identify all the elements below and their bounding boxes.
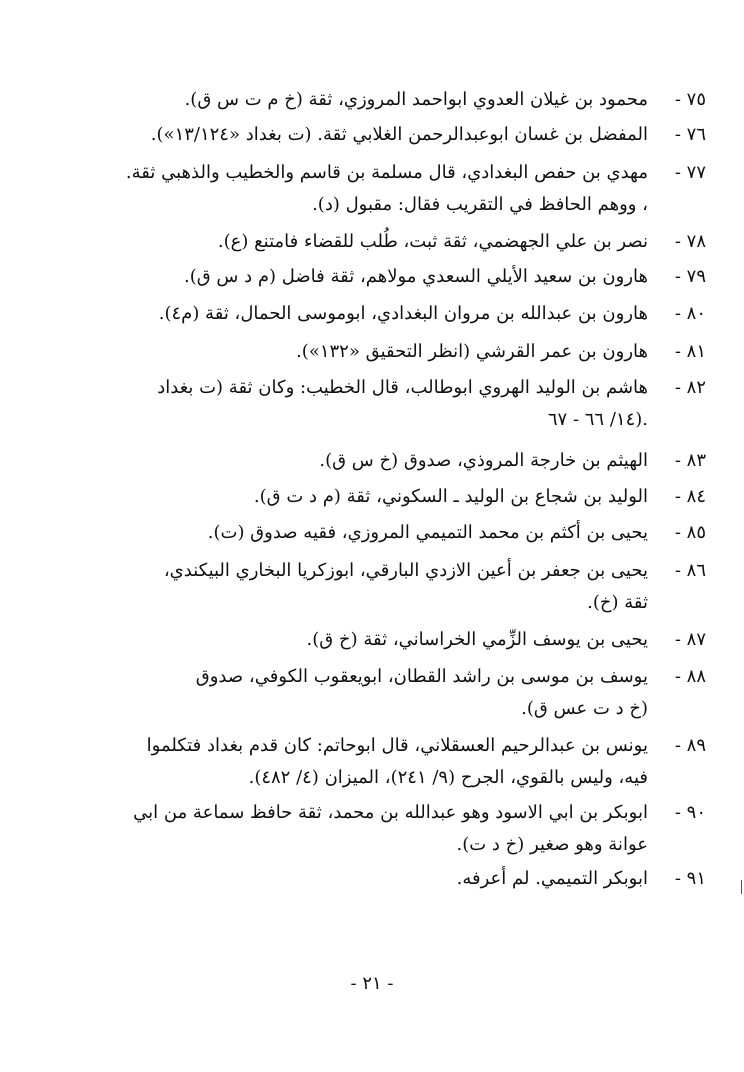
page-number: - ٢١ - [350, 973, 394, 994]
scan-edge-mark [741, 880, 742, 894]
entry-89 [100, 730, 706, 794]
entry-text-continuation: عوانة وهو صغير (خ د ت). [456, 834, 648, 855]
entry-text: نصر بن علي الجهضمي، ثقة ثبت، طُلب للقضاء فامتنع (ع). [217, 231, 648, 252]
entry-text: هارون بن سعيد الأيلي السعدي مولاهم، ثقة فاضل (م د س ق). [183, 266, 648, 287]
entry-text: هاشم بن الوليد الهروي ابوطالب، قال الخطيب: وكان ثقة (ت بغداد [157, 377, 648, 398]
entry-text-continuation: ، ووهم الحافظ في التقريب فقال: مقبول (د). [312, 194, 648, 215]
entry-85 [100, 517, 706, 549]
entry-78 [100, 226, 706, 258]
entry-number: ٨٦ - [674, 560, 706, 581]
entry-number: ٨٤ - [674, 486, 706, 507]
entry-80 [100, 298, 706, 330]
entry-88 [100, 661, 706, 725]
entry-number: ٧٦ - [674, 124, 706, 145]
entry-91 [100, 863, 706, 895]
entry-87 [100, 624, 706, 656]
entry-text: يحيى بن أكثم بن محمد التميمي المروزي، فقيه صدوق (ت). [207, 522, 648, 543]
entry-number: ٧٨ - [674, 231, 706, 252]
entry-text-continuation: فيه، وليس بالقوي، الجرح (٩/ ٢٤١)، الميزان (٤/ ٤٨٢). [248, 767, 648, 788]
entry-text-continuation: ١٤/ ٦٦ - ٦٧). [547, 409, 648, 430]
entry-text: الوليد بن شجاع بن الوليد ـ السكوني، ثقة (م د ت ق). [253, 486, 648, 507]
entry-90 [100, 797, 706, 861]
entry-number: ٨٨ - [674, 666, 706, 687]
entry-text: يوسف بن موسى بن راشد القطان، ابويعقوب الكوفي، صدوق [195, 666, 648, 687]
entry-text: يونس بن عبدالرحيم العسقلاني، قال ابوحاتم: كان قدم بغداد فتكلموا [146, 735, 648, 756]
entry-text: ابوبكر التميمي. لم أعرفه. [456, 868, 648, 889]
entry-text: يحيى بن يوسف الزِّمي الخراساني، ثقة (خ ق). [306, 629, 648, 650]
entry-75 [100, 84, 706, 116]
entry-text: الهيثم بن خارجة المروذي، صدوق (خ س ق). [319, 450, 648, 471]
entry-82 [100, 372, 706, 436]
entry-number: ٧٧ - [674, 162, 706, 183]
entry-76 [100, 119, 706, 151]
entry-number: ٨٩ - [674, 735, 706, 756]
entry-number: ٨٢ - [674, 377, 706, 398]
entry-number: ٩١ - [674, 868, 706, 889]
entry-77 [100, 157, 706, 221]
entry-83 [100, 445, 706, 477]
entry-84 [100, 481, 706, 513]
entry-number: ٨١ - [674, 341, 706, 362]
entry-number: ٩٠ - [674, 802, 706, 823]
entry-number: ٧٥ - [674, 89, 706, 110]
entry-text: هارون بن عبدالله بن مروان البغدادي، ابوموسى الحمال، ثقة (م٤). [158, 303, 648, 324]
entry-text: مهدي بن حفص البغدادي، قال مسلمة بن قاسم والخطيب والذهبي ثقة. [125, 162, 648, 183]
entry-81 [100, 336, 706, 368]
entry-number: ٨٠ - [674, 303, 706, 324]
entry-number: ٨٧ - [674, 629, 706, 650]
entry-text: هارون بن عمر القرشي (انظر التحقيق «١٣٢»). [296, 341, 648, 362]
entry-text: ابوبكر بن ابي الاسود وهو عبدالله بن محمد، ثقة حافظ سماعة من ابي [133, 802, 648, 823]
entry-79 [100, 261, 706, 293]
entry-text: يحيى بن جعفر بن أعين الازدي البارقي، ابوزكريا البخاري البيكندي، [163, 560, 648, 581]
entry-text: المفضل بن غسان ابوعبدالرحمن الغلابي ثقة. (ت بغداد «١٣/١٢٤»). [150, 124, 648, 145]
entry-text-continuation: (خ د ت عس ق). [521, 698, 648, 719]
entry-number: ٨٣ - [674, 450, 706, 471]
entry-text: محمود بن غيلان العدوي ابواحمد المروزي، ثقة (خ م ت س ق). [184, 89, 648, 110]
entry-number: ٧٩ - [674, 266, 706, 287]
entry-86 [100, 555, 706, 619]
entry-text-continuation: ثقة (خ). [587, 592, 648, 613]
entry-number: ٨٥ - [674, 522, 706, 543]
